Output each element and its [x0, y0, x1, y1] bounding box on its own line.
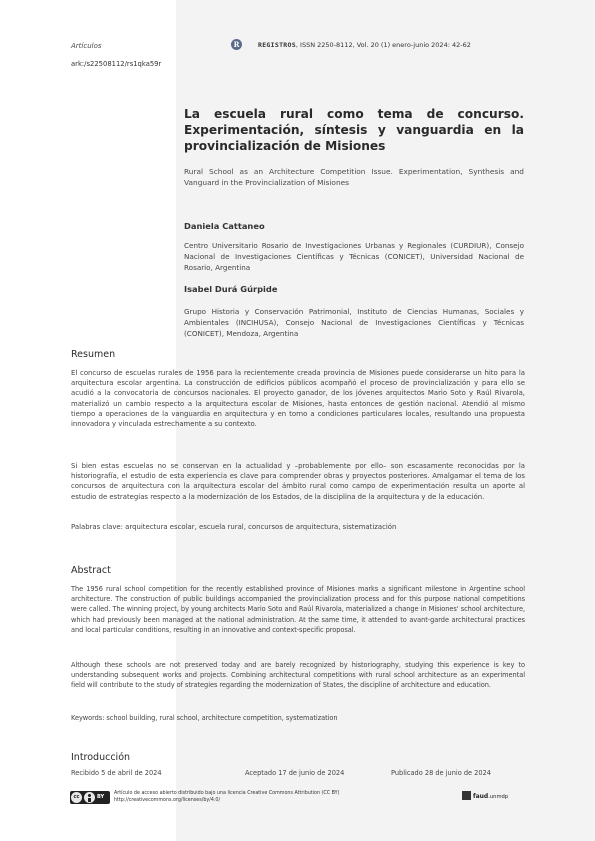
accepted-date: Aceptado 17 de junio de 2024 — [245, 769, 345, 777]
article-title: La escuela rural como tema de concurso. Experimentación, síntesis y vanguardia en la provincialización de Misiones — [184, 107, 524, 153]
author-affiliation-1: Centro Universitario Rosario de Investigaciones Urbanas y Regionales (CURDIUR), Consejo Nacional de Investigaciones Científicas y Técnicas (CONICET), Universidad Nacional de Rosario, Argentina — [184, 241, 524, 272]
cc-icon: cc — [71, 792, 82, 803]
introduccion-heading: Introducción — [71, 752, 131, 763]
author-name-1: Daniela Cattaneo — [184, 221, 265, 231]
abstract-keywords: Keywords: school building, rural school, architecture competition, systematization — [71, 714, 338, 722]
received-date: Recibido 5 de abril de 2024 — [71, 769, 162, 777]
license-line: Artículo de acceso abierto distribuido bajo una licencia Creative Commons Attribution (CC BY) — [114, 791, 340, 796]
abstract-paragraph-1: The 1956 rural school competition for the recently established province of Misiones marks a significant milestone in Argentine school architecture. The construction of public buildings accompanied the provincialization process and for this purpose national competitions were called. The winning project, by young architects Mario Soto and Raúl Rivarola, materialized a change in Misiones' school architecture, which had previously been managed at the national administration. At the same time, it attended to avant-garde architectural practices and local particular conditions, resulting in an innovative and context-specific proposal. — [71, 585, 525, 634]
resumen-paragraph-1: El concurso de escuelas rurales de 1956 para la recientemente creada provincia de Misiones puede considerarse un hito para la arquitectura escolar argentina. La construcción de edificios públicos acompañó el proceso de provincialización y para ello se acudió a la convocatoria de concursos nacionales. El proyecto ganador, de los jóvenes arquitectos Mario Soto y Raúl Rivarola, materializó un cambio respecto a la arquitectura escolar de Misiones, hasta entonces de gestión nacional. Atendió al mismo tiempo a operaciones de la vanguardia en arquitectura y en torno a condiciones particulares locales, resultando una propuesta innovadora y vinculada estrechamente a su contexto. — [71, 369, 525, 429]
resumen-heading: Resumen — [71, 349, 116, 360]
article-subtitle: Rural School as an Architecture Competition Issue. Experimentation, Synthesis and Vanguard in the Provincialization of Misiones — [184, 167, 524, 187]
faud-name: faud — [473, 793, 489, 800]
section-label: Artículos — [71, 42, 102, 50]
author-name-2: Isabel Durá Gúrpide — [184, 284, 278, 294]
author-affiliation-2: Grupo Historia y Conservación Patrimonial, Instituto de Ciencias Humanas, Sociales y Ambientales (INCIHUSA), Consejo Nacional de Investigaciones Científicas y Técnicas (CONICET), Mendoza, Argentina — [184, 307, 524, 338]
license-url[interactable]: http://creativecommons.org/licenses/by/4.0/ — [114, 798, 221, 803]
journal-citation — [258, 41, 471, 49]
resumen-keywords: Palabras clave: arquitectura escolar, escuela rural, concursos de arquitectura, sistematización — [71, 523, 397, 531]
resumen-paragraph-2: Si bien estas escuelas no se conservan en la actualidad y –probablemente por ello– son escasamente reconocidas por la historiografía, el estudio de esta experiencia es clave para comprender obras y proyectos posteriores. Amalgamar el tema de los concursos de arquitectura con la arquitectura escolar del ámbito rural como campo de experimentación resulta un aporte al estudio de estrategias respecto a la modernización de los Estados, de la disciplina de la arquitectura y de la educación. — [71, 462, 525, 501]
published-date: Publicado 28 de junio de 2024 — [391, 769, 491, 777]
journal-name: REGISTROS — [258, 41, 296, 49]
journal-meta: , ISSN 2250-8112, Vol. 20 (1) enero-junio 2024: 42-62 — [295, 41, 471, 49]
attribution-person-icon — [84, 792, 95, 803]
abstract-paragraph-2: Although these schools are not preserved today and are barely recognized by historiography, studying this experience is key to understanding subsequent works and projects. Combining architectural competitions with rural school architecture as an experimental field will contribute to the study of strategies regarding the modernization of States, the discipline of architecture and education. — [71, 661, 525, 690]
abstract-heading: Abstract — [71, 565, 111, 576]
faud-square-icon — [462, 791, 471, 800]
license-text — [114, 790, 339, 804]
faud-suffix: .unmdp — [488, 794, 509, 800]
ark-identifier[interactable]: ark:/s22508112/rs1qka59r — [71, 60, 162, 68]
cc-by-license-icon[interactable] — [70, 791, 110, 804]
by-label: BY — [97, 794, 105, 800]
faud-logo — [462, 791, 508, 800]
journal-logo-icon: R — [231, 39, 242, 50]
